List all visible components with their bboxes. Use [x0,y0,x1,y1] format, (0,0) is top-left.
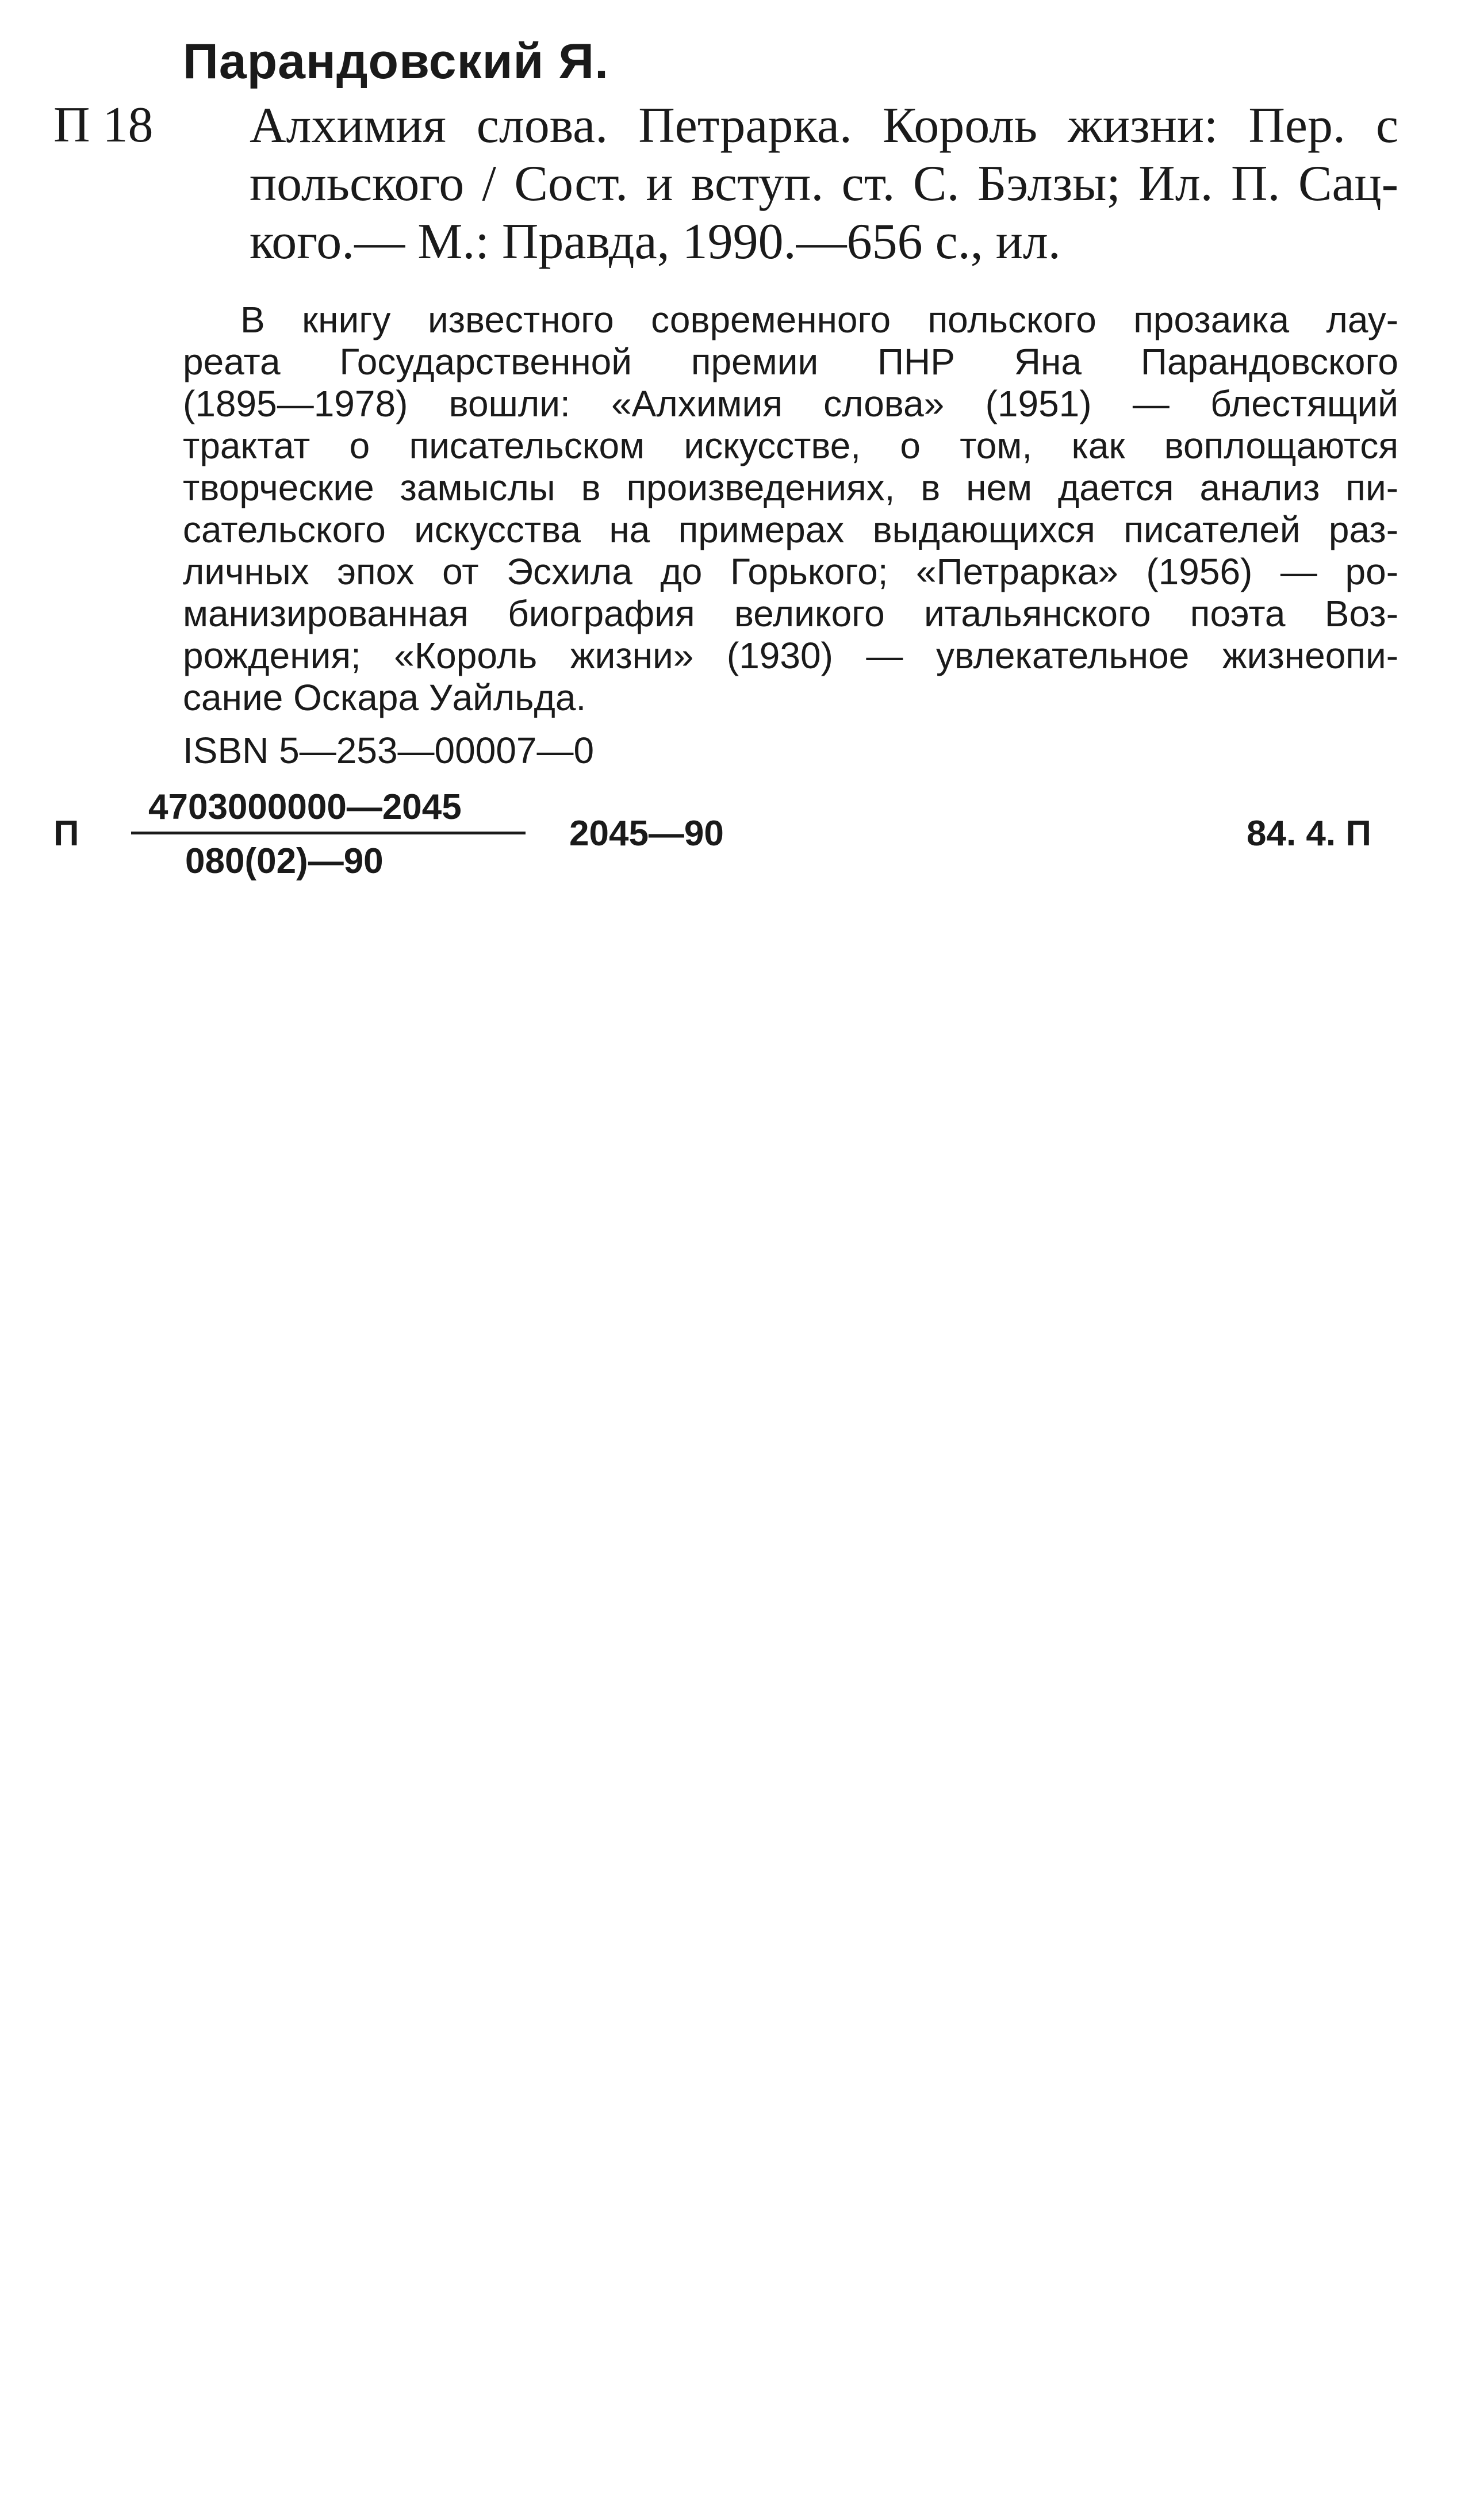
bibliographic-description [250,97,1398,271]
imprint-numerator: 4703000000—2045 [148,787,462,827]
annotation-line: (1895—1978) вошли: «Алхимия слова» (1951) — блестящий [183,383,1398,424]
catalog-mark: П 18 [53,97,154,153]
bibliography-line: кого.— М.: Правда, 1990.—656 с., ил. [250,214,1061,270]
annotation-line: сательского искусства на примерах выдающихся писателей раз- [183,509,1398,550]
bbk-index: 84. 4. П [1247,814,1371,853]
annotation-line: реата Государственной премии ПНР Яна Парандовского [183,341,1398,382]
fraction-bar [131,832,526,834]
annotation [183,299,1398,719]
annotation-line: В книгу известного современного польского прозаика лау- [240,299,1398,340]
imprint-prefix: П [53,814,79,853]
annotation-line: трактат о писательском искусстве, о том, как воплощаются [183,425,1398,466]
author-name: Парандовский Я. [183,34,609,89]
annotation-line: личных эпох от Эсхила до Горького; «Петрарка» (1956) — ро- [183,551,1398,592]
bibliography-line: Алхимия слова. Петрарка. Король жизни: Пер. с [250,98,1398,154]
annotation-line: рождения; «Король жизни» (1930) — увлекательное жизнеопи- [183,635,1398,676]
annotation-line: манизированная биография великого итальянского поэта Воз- [183,593,1398,634]
isbn: ISBN 5—253—00007—0 [183,730,595,771]
annotation-line: сание Оскара Уайльда. [183,677,586,718]
bibliography-line: польского / Сост. и вступ. ст. С. Бэлзы; Ил. П. Сац- [250,156,1398,212]
imprint-order-number: 2045—90 [569,814,724,853]
annotation-line: творческие замыслы в произведениях, в нем дается анализ пи- [183,467,1398,508]
imprint-denominator: 080(02)—90 [185,841,384,881]
